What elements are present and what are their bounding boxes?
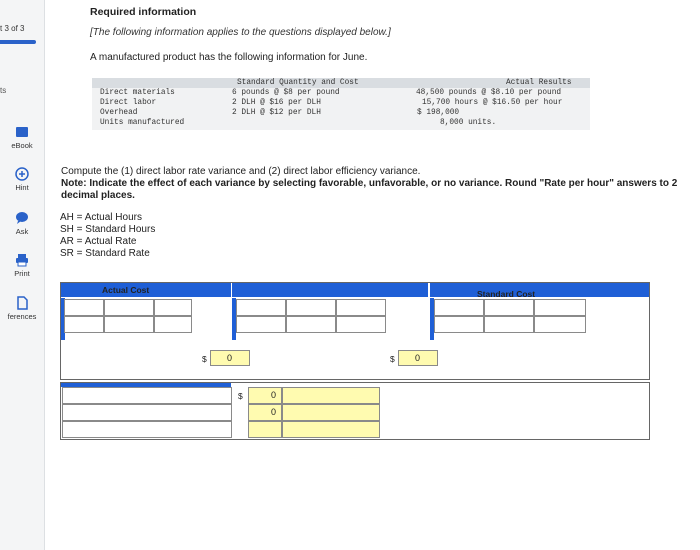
question-note: Note: Indicate the effect of each variance by selecting favorable, unfavorable, or no variance. Round "Rate per hour" answers to 2 decimal places.: [61, 178, 678, 201]
row-label: Overhead: [100, 109, 138, 117]
sidebar-item-ask[interactable]: [0, 211, 44, 236]
sidebar-item-label: eBook: [11, 141, 33, 150]
instruction-note: [The following information applies to the questions displayed below.]: [90, 27, 391, 38]
currency-symbol: $: [390, 354, 395, 364]
standard-column-header: Standard Quantity and Cost: [237, 79, 359, 87]
sidebar-item-label: Ask: [15, 227, 29, 236]
standard-hours-label-input[interactable]: [434, 299, 484, 316]
standard-hours-input[interactable]: [484, 299, 534, 316]
middle-rate-value-input[interactable]: [336, 316, 386, 333]
sidebar-item-references[interactable]: [0, 296, 44, 321]
actual-rate-label-input[interactable]: [154, 299, 192, 316]
chat-bubble-icon: [15, 211, 29, 225]
sidebar-item-print[interactable]: [0, 253, 44, 278]
efficiency-variance-label-input[interactable]: [62, 404, 232, 421]
definitions-list: [60, 212, 155, 260]
middle-rate-label-input[interactable]: [336, 299, 386, 316]
page-title: Required information: [90, 6, 197, 18]
standard-rate-value-input[interactable]: [534, 316, 586, 333]
row-actual: 48,500 pounds @ $8.10 per pound: [416, 89, 562, 97]
sidebar-item-label: ferences: [7, 312, 37, 321]
sidebar: [0, 0, 45, 550]
actual-total-output: 0: [210, 350, 250, 366]
middle-hours-label-input-2[interactable]: [236, 316, 286, 333]
sidebar-item-label: Print: [14, 269, 30, 278]
definition-item: SR = Standard Rate: [60, 248, 150, 259]
rate-variance-label-input[interactable]: [62, 387, 232, 404]
row-actual: $ 198,000: [417, 109, 460, 117]
total-variance-output: [248, 421, 282, 438]
row-label: Direct labor: [100, 99, 157, 107]
actual-hours-input[interactable]: [104, 299, 154, 316]
standard-cost-header-bar: [430, 283, 649, 297]
variance-worksheet: [60, 282, 650, 442]
info-table: [92, 78, 590, 130]
standard-cost-label: Standard Cost: [477, 289, 536, 299]
row-actual: 8,000 units.: [440, 119, 497, 127]
book-icon: [15, 125, 29, 139]
actual-hours-value-input[interactable]: [104, 316, 154, 333]
actual-column-header: Actual Results: [506, 79, 572, 87]
sidebar-partial-label: ts: [0, 86, 7, 95]
definition-item: AR = Actual Rate: [60, 236, 137, 247]
rate-variance-effect-select[interactable]: [282, 387, 380, 404]
definition-item: SH = Standard Hours: [60, 224, 156, 235]
middle-hours-input[interactable]: [286, 299, 336, 316]
row-label: Units manufactured: [100, 119, 185, 127]
document-icon: [15, 296, 29, 310]
standard-hours-label-input-2[interactable]: [434, 316, 484, 333]
hint-icon: [15, 167, 29, 181]
rate-variance-output: 0: [248, 387, 282, 404]
actual-hours-label-input-2[interactable]: [64, 316, 104, 333]
standard-total-output: 0: [398, 350, 438, 366]
sidebar-item-hint[interactable]: [0, 167, 44, 192]
middle-hours-value-input[interactable]: [286, 316, 336, 333]
total-variance-effect-select[interactable]: [282, 421, 380, 438]
middle-hours-label-input[interactable]: [236, 299, 286, 316]
row-actual: 15,700 hours @ $16.50 per hour: [422, 99, 563, 107]
question-text: Compute the (1) direct labor rate variance and (2) direct labor efficiency variance.: [61, 166, 421, 177]
middle-header-bar: [232, 283, 428, 297]
row-standard: 2 DLH @ $12 per DLH: [232, 109, 321, 117]
row-standard: 2 DLH @ $16 per DLH: [232, 99, 321, 107]
currency-symbol: $: [238, 391, 243, 401]
row-label: Direct materials: [100, 89, 175, 97]
definition-item: AH = Actual Hours: [60, 212, 142, 223]
question-progress: t 3 of 3: [0, 24, 25, 33]
currency-symbol: $: [202, 354, 207, 364]
total-variance-label-input[interactable]: [62, 421, 232, 438]
sidebar-item-ebook[interactable]: [0, 125, 44, 150]
actual-cost-label: Actual Cost: [102, 285, 150, 295]
standard-rate-input[interactable]: [534, 299, 586, 316]
row-standard: 6 pounds @ $8 per pound: [232, 89, 340, 97]
actual-rate-value-input[interactable]: [154, 316, 192, 333]
efficiency-variance-effect-select[interactable]: [282, 404, 380, 421]
problem-intro: A manufactured product has the following information for June.: [90, 52, 368, 63]
printer-icon: [15, 253, 29, 267]
actual-hours-label-input[interactable]: [64, 299, 104, 316]
efficiency-variance-output: 0: [248, 404, 282, 421]
sidebar-item-label: Hint: [15, 183, 29, 192]
progress-bar: [0, 40, 36, 44]
standard-hours-value-input[interactable]: [484, 316, 534, 333]
